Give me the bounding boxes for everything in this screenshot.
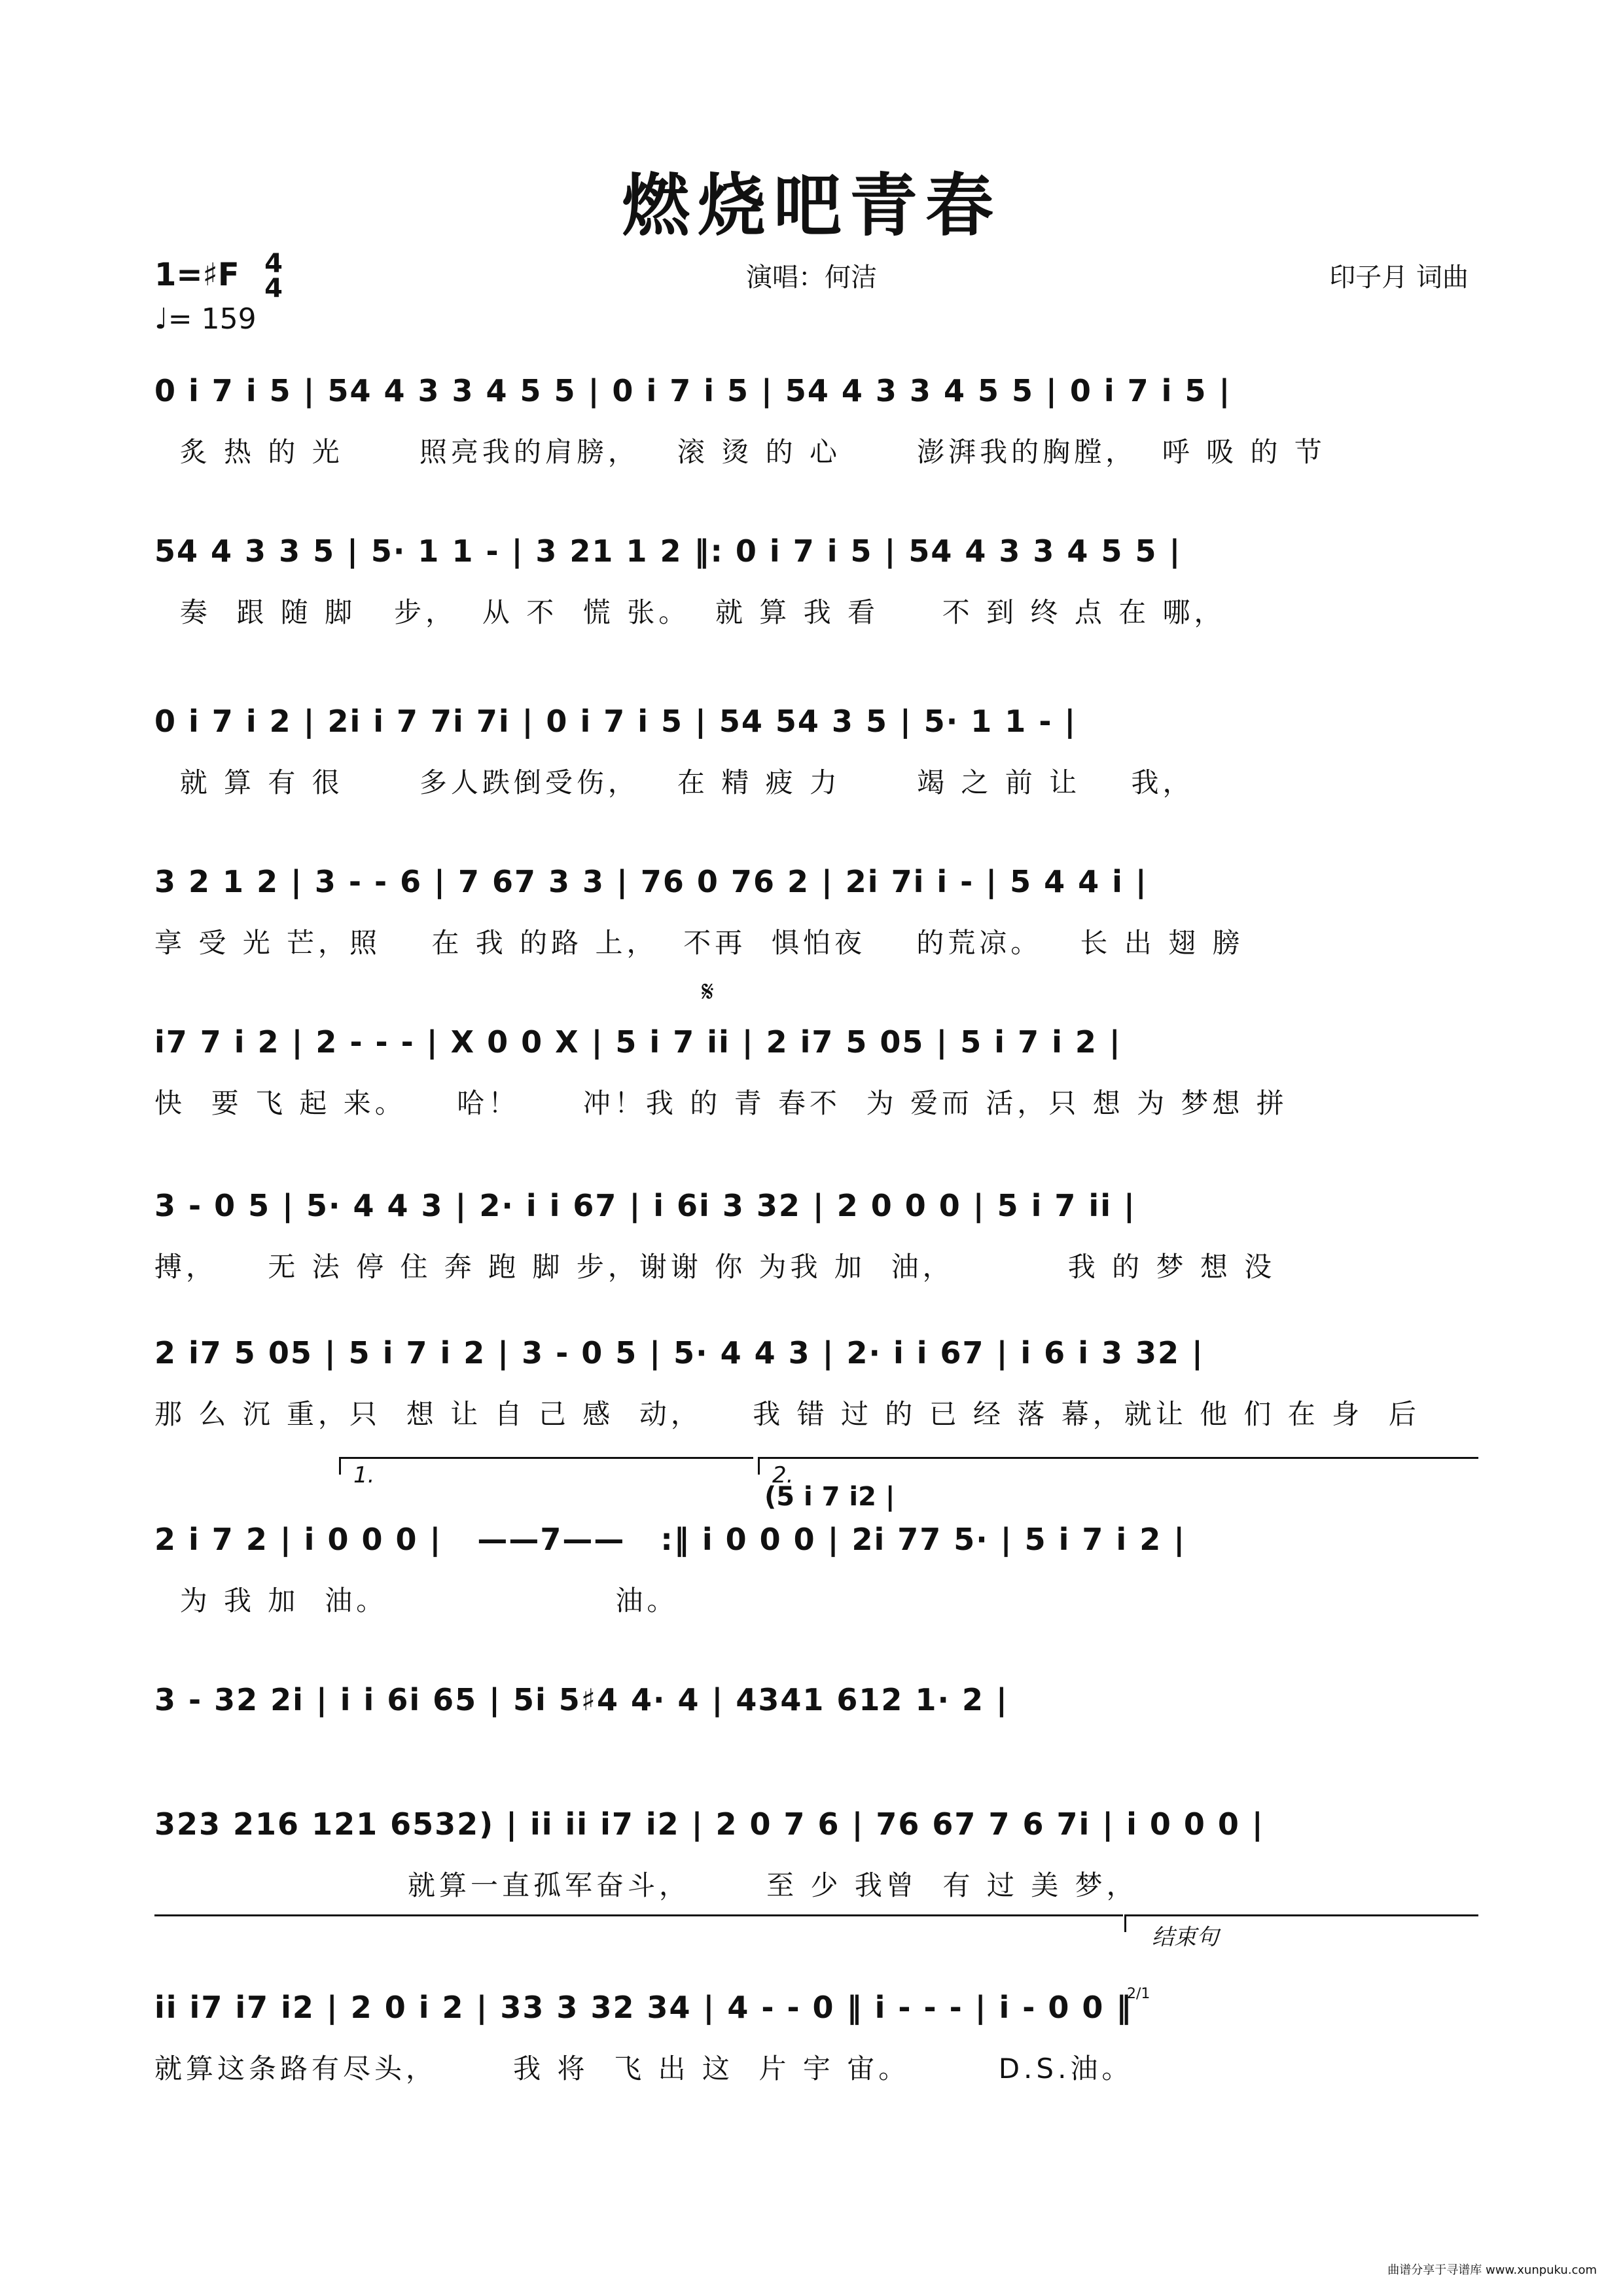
notation-line: 3 - 0 5 | 5· 4 4 3 | 2· i i 67 | i 6i 3 32 | 2 0 0 0 | 5 i 7 ii | <box>154 1188 1136 1223</box>
song-title: 燃烧吧青春 <box>621 165 1001 245</box>
notation-line: 2 i7 5 05 | 5 i 7 i 2 | 3 - 0 5 | 5· 4 4 3 | 2· i i 67 | i 6 i 3 32 | <box>154 1335 1204 1371</box>
notation-line: 3 2 1 2 | 3 - - 6 | 7 67 3 3 | 76 0 76 2 | 2i 7i i - | 5 4 4 i | <box>154 864 1148 899</box>
volta-1-label: 1. <box>353 1462 375 1488</box>
lyric-line: 那 么 沉 重，只 想 让 自 己 感 动， 我 错 过 的 已 经 落 幕，就让 他 们 在 身 后 <box>154 1398 1420 1430</box>
volta-bracket-2 <box>758 1457 1478 1475</box>
ending-bracket-line <box>154 1914 1123 1932</box>
key-signature: 1=♯F <box>154 257 240 293</box>
notation-line: 3 - 32 2i | i i 6i 65 | 5i 5♯4 4· 4 | 4341 612 1· 2 | <box>154 1682 1008 1717</box>
notation-line: 0 i 7 i 5 | 54 4 3 3 4 5 5 | 0 i 7 i 5 | 54 4 3 3 4 5 5 | 0 i 7 i 5 | <box>154 373 1232 408</box>
notation-line: 54 4 3 3 5 | 5· 1 1 - | 3 21 1 2 ‖: 0 i 7 i 5 | 54 4 3 3 4 5 5 | <box>154 533 1182 569</box>
notation-line: 0 i 7 i 2 | 2i i 7 7i 7i | 0 i 7 i 5 | 54 54 3 5 | 5· 1 1 - | <box>154 704 1077 739</box>
lyric-line: 为 我 加 油。 油。 <box>154 1585 679 1617</box>
lyric-line: 就 算 有 很 多人跌倒受伤， 在 精 疲 力 竭 之 前 让 我， <box>154 766 1194 798</box>
notation-line: 2 i 7 2 | i 0 0 0 | ——7—— :‖ i 0 0 0 | 2i 77 5· | 5 i 7 i 2 | <box>154 1522 1186 1557</box>
ending-sign: 2/1 <box>1127 1986 1150 2002</box>
tempo-marking: ♩= 159 <box>154 302 257 336</box>
notation-line: 323 216 121 6532) | ii ii i7 i2 | 2 0 7 6 | 76 67 7 6 7i | i 0 0 0 | <box>154 1806 1264 1842</box>
lyric-line: 搏， 无 法 停 住 奔 跑 脚 步，谢谢 你 为我 加 油， 我 的 梦 想 没 <box>154 1251 1276 1283</box>
notation-line: i7 7 i 2 | 2 - - - | X 0 0 X | 5 i 7 ii | 2 i7 5 05 | 5 i 7 i 2 | <box>154 1024 1122 1060</box>
singer-credit: 演唱：何洁 <box>746 262 877 293</box>
lyric-line: 就算这条路有尽头， 我 将 飞 出 这 片 宇 宙。 D.S.油。 <box>154 2053 1133 2085</box>
segno-sign: 𝄋 <box>702 975 714 1009</box>
time-signature-top: 4 <box>264 249 283 279</box>
notation-line: ii i7 i7 i2 | 2 0 i 2 | 33 3 32 34 | 4 - - 0 ‖ i - - - | i - 0 0 ‖ <box>154 1990 1133 2025</box>
time-signature-bottom: 4 <box>264 274 283 304</box>
lyric-line: 就算一直孤军奋斗， 至 少 我曾 有 过 美 梦， <box>154 1869 1138 1901</box>
watermark-footer: 曲谱分享于寻谱库 www.xunpuku.com <box>1387 2263 1597 2277</box>
volta-2-label: 2. <box>772 1462 794 1488</box>
volta-bracket-1 <box>339 1457 753 1475</box>
lyric-line: 炙 热 的 光 照亮我的肩膀， 滚 烫 的 心 澎湃我的胸膛， 呼 吸 的 节 <box>154 436 1326 468</box>
lyric-line: 快 要 飞 起 来。 哈！ 冲！我 的 青 春不 为 爱而 活，只 想 为 梦想 拼 <box>154 1087 1288 1119</box>
composer-credit: 印子月 词曲 <box>1329 262 1469 293</box>
lyric-line: 奏 跟 随 脚 步， 从 不 慌 张。 就 算 我 看 不 到 终 点 在 哪， <box>154 596 1226 628</box>
interlude-intro: (5 i 7 i2 | <box>764 1482 895 1512</box>
ending-label: 结束句 <box>1152 1924 1219 1950</box>
lyric-line: 享 受 光 芒，照 在 我 的路 上， 不再 惧怕夜 的荒凉。 长 出 翅 膀 <box>154 927 1244 959</box>
